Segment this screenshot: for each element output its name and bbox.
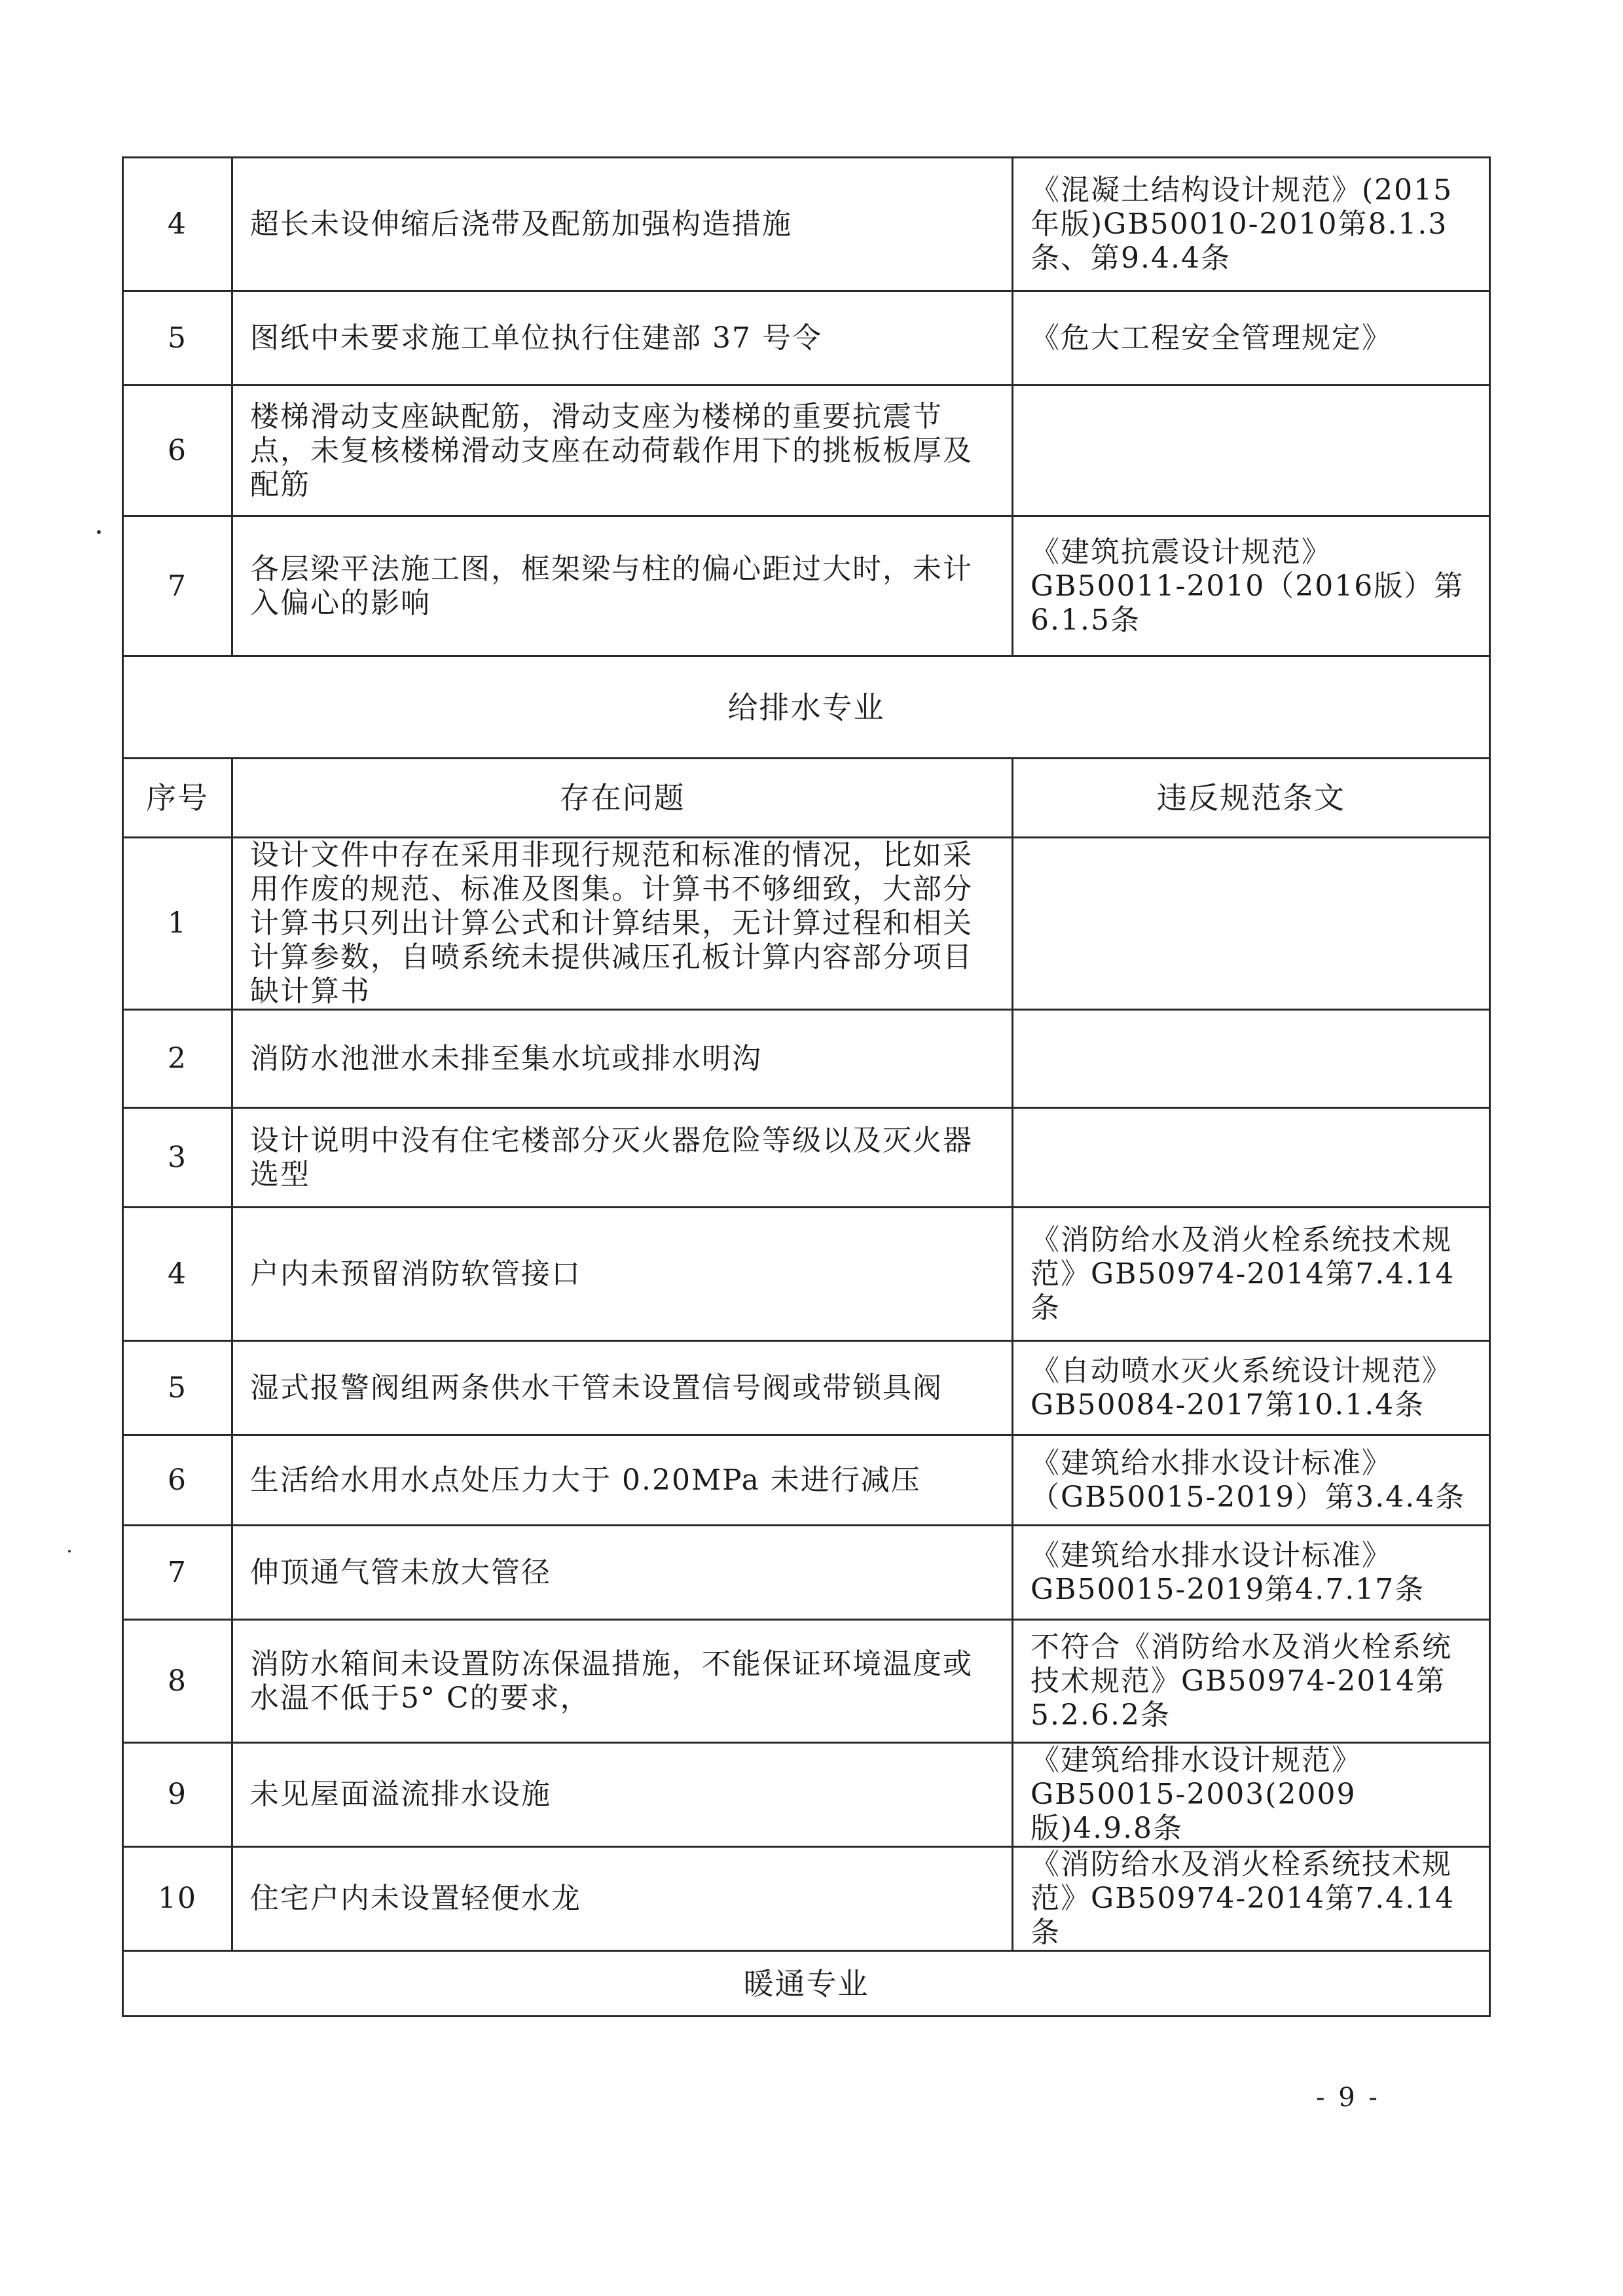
issue-text: 各层梁平法施工图，框架梁与柱的偏心距过大时，未计入偏心的影响 [232, 516, 1013, 656]
table-row [123, 386, 1490, 516]
row-number: 7 [123, 516, 232, 656]
section-title-hvac: 暖通专业 [123, 1951, 1490, 2017]
issue-text: 未见屋面溢流排水设施 [232, 1743, 1013, 1847]
section-title-plumbing: 给排水专业 [123, 656, 1490, 759]
row-number: 3 [123, 1108, 232, 1208]
header-regulation: 违反规范条文 [1013, 759, 1490, 838]
row-number: 6 [123, 386, 232, 516]
issue-text: 湿式报警阀组两条供水干管未设置信号阀或带锁具阀 [232, 1341, 1013, 1435]
row-number: 10 [123, 1847, 232, 1951]
issue-text: 设计文件中存在采用非现行规范和标准的情况，比如采用作废的规范、标准及图集。计算书不够细致，大部分计算书只列出计算公式和计算结果，无计算过程和相关计算参数，自喷系统未提供减压孔板计算内容部分项目缺计算书 [232, 838, 1013, 1010]
row-number: 6 [123, 1435, 232, 1526]
issue-text: 超长未设伸缩后浇带及配筋加强构造措施 [232, 158, 1013, 291]
header-issue: 存在问题 [232, 759, 1013, 838]
table-row [123, 516, 1490, 656]
header-number: 序号 [123, 759, 232, 838]
regulation-text: 《建筑给水排水设计标准》GB50015-2019第4.7.17条 [1013, 1526, 1490, 1620]
regulation-text [1013, 1010, 1490, 1108]
table-row [123, 1526, 1490, 1620]
issue-text: 消防水池泄水未排至集水坑或排水明沟 [232, 1010, 1013, 1108]
row-number: 5 [123, 291, 232, 386]
row-number: 5 [123, 1341, 232, 1435]
row-number: 7 [123, 1526, 232, 1620]
table-row [123, 1208, 1490, 1341]
table-row [123, 1108, 1490, 1208]
regulation-text: 《危大工程安全管理规定》 [1013, 291, 1490, 386]
issue-text: 住宅户内未设置轻便水龙 [232, 1847, 1013, 1951]
row-number: 9 [123, 1743, 232, 1847]
regulation-text: 《消防给水及消火栓系统技术规范》GB50974-2014第7.4.14条 [1013, 1847, 1490, 1951]
row-number: 4 [123, 158, 232, 291]
regulation-text [1013, 386, 1490, 516]
regulation-text: 《自动喷水灭火系统设计规范》GB50084-2017第10.1.4条 [1013, 1341, 1490, 1435]
issue-text: 伸顶通气管未放大管径 [232, 1526, 1013, 1620]
table-row [123, 1620, 1490, 1743]
regulation-text: 《建筑抗震设计规范》GB50011-2010（2016版）第6.1.5条 [1013, 516, 1490, 656]
header-row [123, 759, 1490, 838]
regulation-text [1013, 1108, 1490, 1208]
row-number: 1 [123, 838, 232, 1010]
regulation-text: 《消防给水及消火栓系统技术规范》GB50974-2014第7.4.14条 [1013, 1208, 1490, 1341]
review-issues-table [122, 156, 1491, 2017]
issue-text: 户内未预留消防软管接口 [232, 1208, 1013, 1341]
table-row [123, 1435, 1490, 1526]
issue-text: 消防水箱间未设置防冻保温措施，不能保证环境温度或水温不低于5° C的要求， [232, 1620, 1013, 1743]
table-row [123, 291, 1490, 386]
section-row [123, 1951, 1490, 2017]
regulation-text: 《建筑给排水设计规范》GB50015-2003(2009版)4.9.8条 [1013, 1743, 1490, 1847]
scan-speck [97, 530, 101, 534]
row-number: 2 [123, 1010, 232, 1108]
issue-text: 生活给水用水点处压力大于 0.20MPa 未进行减压 [232, 1435, 1013, 1526]
page-number: - 9 - [1316, 2083, 1380, 2113]
issue-text: 设计说明中没有住宅楼部分灭火器危险等级以及灭火器选型 [232, 1108, 1013, 1208]
regulation-text: 《建筑给水排水设计标准》（GB50015-2019）第3.4.4条 [1013, 1435, 1490, 1526]
regulation-text: 不符合《消防给水及消火栓系统技术规范》GB50974-2014第5.2.6.2条 [1013, 1620, 1490, 1743]
table-row [123, 1010, 1490, 1108]
regulation-text [1013, 838, 1490, 1010]
table-row [123, 1743, 1490, 1847]
table-row [123, 1847, 1490, 1951]
table-row [123, 838, 1490, 1010]
section-row [123, 656, 1490, 759]
scan-speck [68, 1550, 71, 1552]
issue-text: 楼梯滑动支座缺配筋，滑动支座为楼梯的重要抗震节点，未复核楼梯滑动支座在动荷载作用下的挑板板厚及配筋 [232, 386, 1013, 516]
table-row [123, 158, 1490, 291]
issue-text: 图纸中未要求施工单位执行住建部 37 号令 [232, 291, 1013, 386]
regulation-text: 《混凝土结构设计规范》(2015年版)GB50010-2010第8.1.3条、第9.4.4条 [1013, 158, 1490, 291]
row-number: 8 [123, 1620, 232, 1743]
row-number: 4 [123, 1208, 232, 1341]
table-row [123, 1341, 1490, 1435]
